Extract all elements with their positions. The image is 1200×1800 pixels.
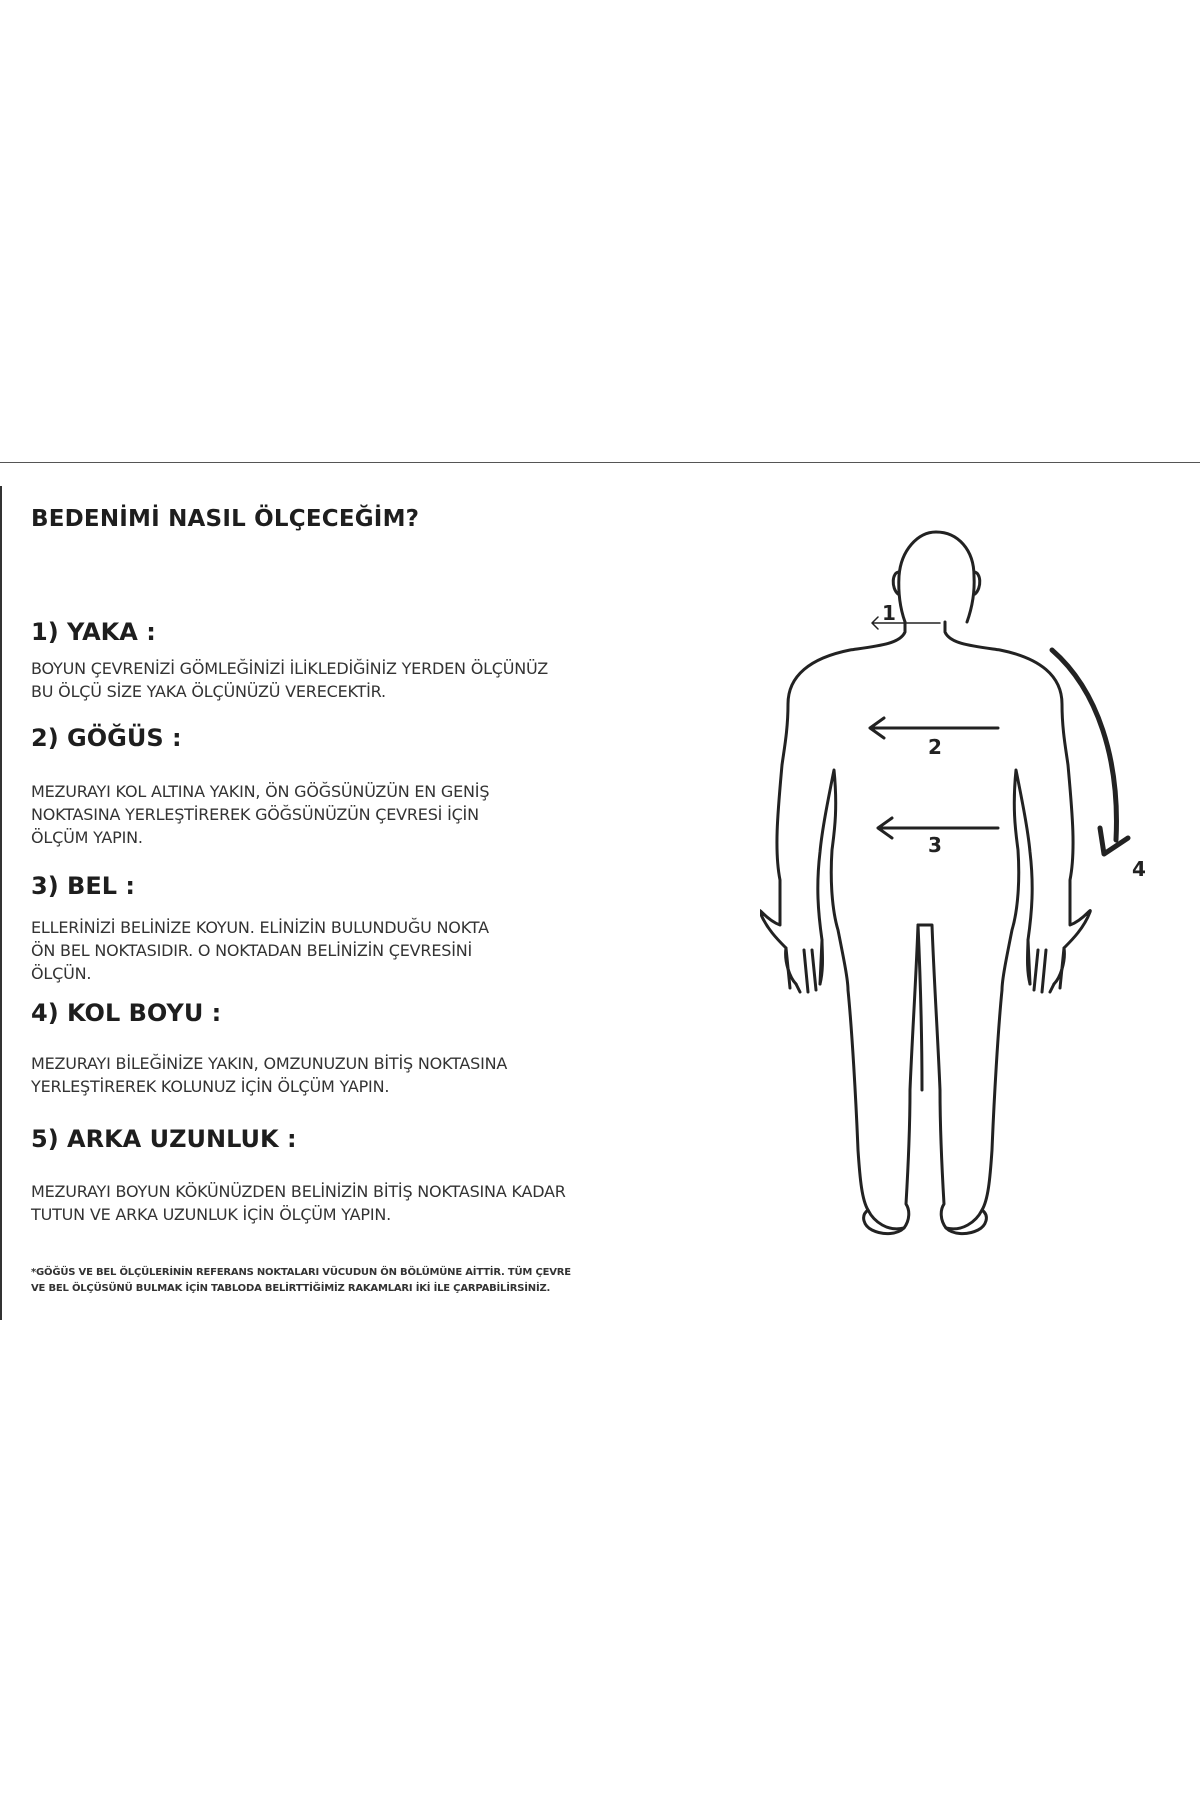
- marker-4: 4: [1132, 857, 1146, 881]
- top-divider: [0, 462, 1200, 463]
- section-heading-kol-boyu: 4) KOL BOYU :: [31, 999, 222, 1027]
- hand-right-fingers: [1028, 940, 1064, 992]
- section-heading-gogus: 2) GÖĞÜS :: [31, 724, 182, 752]
- section-text-bel: ELLERİNİZİ BELİNİZE KOYUN. ELİNİZİN BULUNDUĞU NOKTA ÖN BEL NOKTASIDIR. O NOKTADAN BELİNİZİN ÇEVRESİNİ ÖLÇÜN.: [31, 918, 489, 983]
- marker-3: 3: [928, 833, 942, 857]
- section-text-yaka: BOYUN ÇEVRENİZİ GÖMLEĞİNİZİ İLİKLEDİĞİNİZ YERDEN ÖLÇÜNÜZ BU ÖLÇÜ SİZE YAKA ÖLÇÜNÜZÜ VERECEKTİR.: [31, 659, 549, 701]
- section-text-arka-uzunluk: MEZURAYI BOYUN KÖKÜNÜZDEN BELİNİZİN BİTİŞ NOKTASINA KADAR TUTUN VE ARKA UZUNLUK İÇİN ÖLÇÜM YAPIN.: [31, 1182, 566, 1224]
- section-heading-bel: 3) BEL :: [31, 872, 135, 900]
- footnote: *GÖĞÜS VE BEL ÖLÇÜLERİNİN REFERANS NOKTALARI VÜCUDUN ÖN BÖLÜMÜNE AİTTİR. TÜM ÇEVRE VE BEL ÖLÇÜSÜNÜ BULMAK İÇİN TABLODA BELİRTTİĞİMİZ RAKAMLARI İKİ İLE ÇARPABİLİRSİNİZ.: [31, 1267, 571, 1294]
- section-text-kol-boyu: MEZURAYI BİLEĞİNİZE YAKIN, OMZUNUZUN BİTİŞ NOKTASINA YERLEŞTİREREK KOLUNUZ İÇİN ÖLÇÜM YAPIN.: [31, 1054, 508, 1096]
- marker-1: 1: [882, 601, 896, 625]
- marker-2: 2: [928, 735, 942, 759]
- guide-title: BEDENİMİ NASIL ÖLÇECEĞİM?: [31, 506, 420, 532]
- section-heading-yaka: 1) YAKA :: [31, 618, 156, 646]
- body-measurement-figure: [760, 510, 1160, 1324]
- section-text-gogus: MEZURAYI KOL ALTINA YAKIN, ÖN GÖĞSÜNÜZÜN EN GENİŞ NOKTASINA YERLEŞTİREREK GÖĞSÜNÜZÜN ÇEVRESİ İÇİN ÖLÇÜM YAPIN.: [31, 782, 490, 847]
- hand-left-fingers: [786, 940, 822, 992]
- left-divider: [0, 486, 2, 1320]
- sleeve-arrow: [1052, 650, 1128, 854]
- leg-gap-outline: [918, 925, 922, 1090]
- human-body-outline: [760, 510, 1160, 1320]
- body-outline: [760, 622, 1090, 1229]
- head-outline: [899, 532, 974, 622]
- section-heading-arka-uzunluk: 5) ARKA UZUNLUK :: [31, 1125, 297, 1153]
